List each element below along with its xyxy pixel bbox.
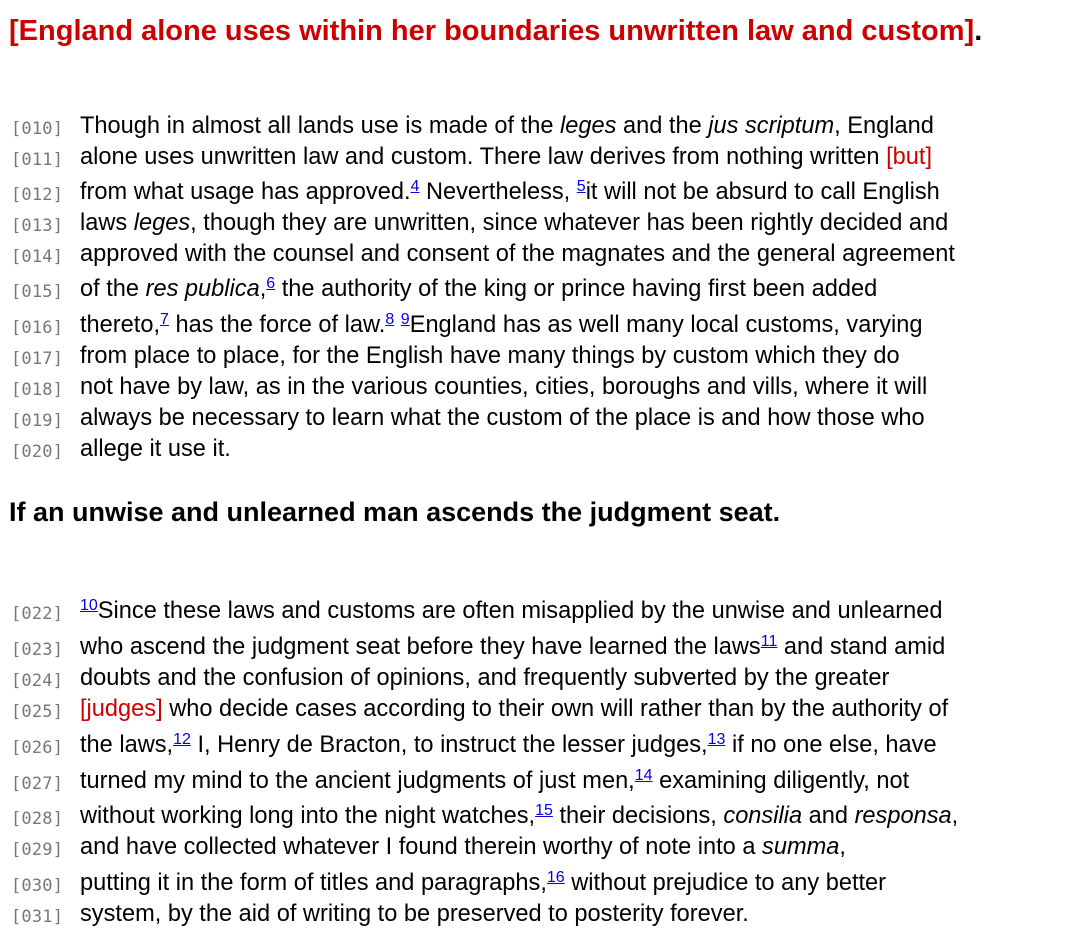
line-text xyxy=(80,834,846,860)
line-number: [017] xyxy=(11,349,64,369)
italic-term: consilia xyxy=(723,803,803,829)
text-span: thereto, xyxy=(80,312,161,338)
line-number: [020] xyxy=(11,442,64,462)
line-number: [025] xyxy=(11,702,64,722)
line-text: from place to place, for the English have many things by custom which they do xyxy=(80,343,900,369)
line-text: system, by the aid of writing to be preserved to posterity forever. xyxy=(80,901,749,927)
text-span: turned my mind to the ancient judgments of just men, xyxy=(80,768,635,794)
line-text xyxy=(80,210,948,236)
line-number: [018] xyxy=(11,380,64,400)
line-number: [023] xyxy=(11,640,64,660)
footnote-link[interactable]: 11 xyxy=(760,633,778,650)
line-text xyxy=(80,113,934,139)
line-text xyxy=(80,179,940,205)
line-number: [015] xyxy=(11,282,64,302)
line-text: allege it use it. xyxy=(80,436,231,462)
text-span: laws xyxy=(80,210,134,236)
text-span: putting it in the form of titles and paragraphs, xyxy=(80,870,547,896)
text-span: has the force of law. xyxy=(168,312,386,338)
line-number: [013] xyxy=(11,216,64,236)
line-text xyxy=(80,803,958,829)
text-span: the authority of the king or prince having first been added xyxy=(275,276,878,302)
text-span: Nevertheless, xyxy=(419,179,577,205)
line-text xyxy=(80,870,886,896)
italic-term: res publica xyxy=(145,276,260,302)
text-span: I, Henry de Bracton, to instruct the lesser judges, xyxy=(190,732,708,758)
text-span: , though they are unwritten, since whatever has been rightly decided and xyxy=(190,210,949,236)
line-number: [029] xyxy=(11,840,64,860)
line-number: [019] xyxy=(11,411,64,431)
text-span: Since these laws and customs are often misapplied by the unwise and unlearned xyxy=(97,598,943,624)
italic-term: responsa xyxy=(854,803,952,829)
italic-term: leges xyxy=(560,113,617,139)
text-span: and xyxy=(802,803,855,829)
text-span: Though in almost all lands use is made of the xyxy=(80,113,561,139)
text-span: , xyxy=(259,276,267,302)
footnote-link[interactable]: 14 xyxy=(634,767,653,784)
footnote-link[interactable]: 9 xyxy=(400,311,410,328)
heading-period: . xyxy=(974,15,983,47)
line-text xyxy=(80,768,909,794)
line-text: always be necessary to learn what the custom of the place is and how those who xyxy=(80,405,925,431)
line-number: [010] xyxy=(11,119,64,139)
heading-text: England alone uses within her boundaries unwritten law and custom xyxy=(18,15,965,47)
line-text xyxy=(80,276,877,302)
italic-term: leges xyxy=(133,210,191,236)
footnote-link[interactable]: 15 xyxy=(535,802,553,819)
heading-open-bracket: [ xyxy=(9,15,19,47)
text-span: England has as well many local customs, varying xyxy=(409,312,923,338)
text-span: , xyxy=(951,803,959,829)
line-text: approved with the counsel and consent of the magnates and the general agreement xyxy=(80,241,955,267)
text-span: of the xyxy=(80,276,146,302)
text-span: the laws, xyxy=(80,732,174,758)
footnote-link[interactable]: 12 xyxy=(173,731,191,748)
line-text xyxy=(80,598,942,624)
text-span: their decisions, xyxy=(552,803,724,829)
line-number: [030] xyxy=(11,876,64,896)
text-span: , xyxy=(839,834,846,860)
text-span: from what usage has approved. xyxy=(80,179,411,205)
footnote-link[interactable]: 8 xyxy=(385,311,395,328)
text-span: without working long into the night watches, xyxy=(80,803,536,829)
section-heading-unwise-judge: If an unwise and unlearned man ascends the judgment seat. xyxy=(9,497,781,527)
footnote-link[interactable]: 13 xyxy=(707,731,726,748)
line-number: [011] xyxy=(11,150,64,170)
heading-close-bracket: ] xyxy=(964,15,975,47)
line-text xyxy=(80,312,922,338)
text-span: and stand amid xyxy=(777,634,946,660)
line-text xyxy=(80,732,937,758)
text-span: examining diligently, not xyxy=(652,768,910,794)
line-text xyxy=(80,634,945,660)
line-text: not have by law, as in the various counties, cities, boroughs and vills, where it will xyxy=(80,374,928,400)
footnote-link[interactable]: 16 xyxy=(546,869,565,886)
line-number: [027] xyxy=(11,774,64,794)
line-text xyxy=(80,696,948,722)
italic-term: summa xyxy=(762,834,840,860)
text-span: alone uses unwritten law and custom. There law derives from nothing written xyxy=(80,144,887,170)
line-text: doubts and the confusion of opinions, and frequently subverted by the greater xyxy=(80,665,890,691)
line-text xyxy=(80,144,932,170)
footnote-link[interactable]: 7 xyxy=(160,311,169,328)
text-span: who ascend the judgment seat before they have learned the laws xyxy=(80,634,761,660)
line-number: [012] xyxy=(11,185,64,205)
footnote-link[interactable]: 10 xyxy=(80,597,98,614)
text-span: and the xyxy=(616,113,709,139)
text-span: and have collected whatever I found therein worthy of note into a xyxy=(80,834,763,860)
line-number: [024] xyxy=(11,671,64,691)
line-number: [014] xyxy=(11,247,64,267)
editorial-insertion: [but] xyxy=(886,144,933,170)
line-number: [022] xyxy=(11,604,64,624)
footnote-link[interactable]: 5 xyxy=(576,178,586,195)
line-number: [031] xyxy=(11,907,64,927)
section-heading-england xyxy=(9,11,982,51)
editorial-insertion: [judges] xyxy=(80,696,163,722)
text-span: it will not be absurd to call English xyxy=(585,179,940,205)
line-number: [016] xyxy=(11,318,64,338)
footnote-link[interactable]: 6 xyxy=(266,275,276,292)
text-span: if no one else, have xyxy=(725,732,937,758)
line-number: [026] xyxy=(11,738,64,758)
text-span: without prejudice to any better xyxy=(564,870,887,896)
text-span: who decide cases according to their own will rather than by the authority of xyxy=(162,696,949,722)
text-span: , England xyxy=(834,113,934,139)
footnote-link[interactable]: 4 xyxy=(410,178,420,195)
line-number: [028] xyxy=(11,809,64,829)
italic-term: jus scriptum xyxy=(708,113,835,139)
